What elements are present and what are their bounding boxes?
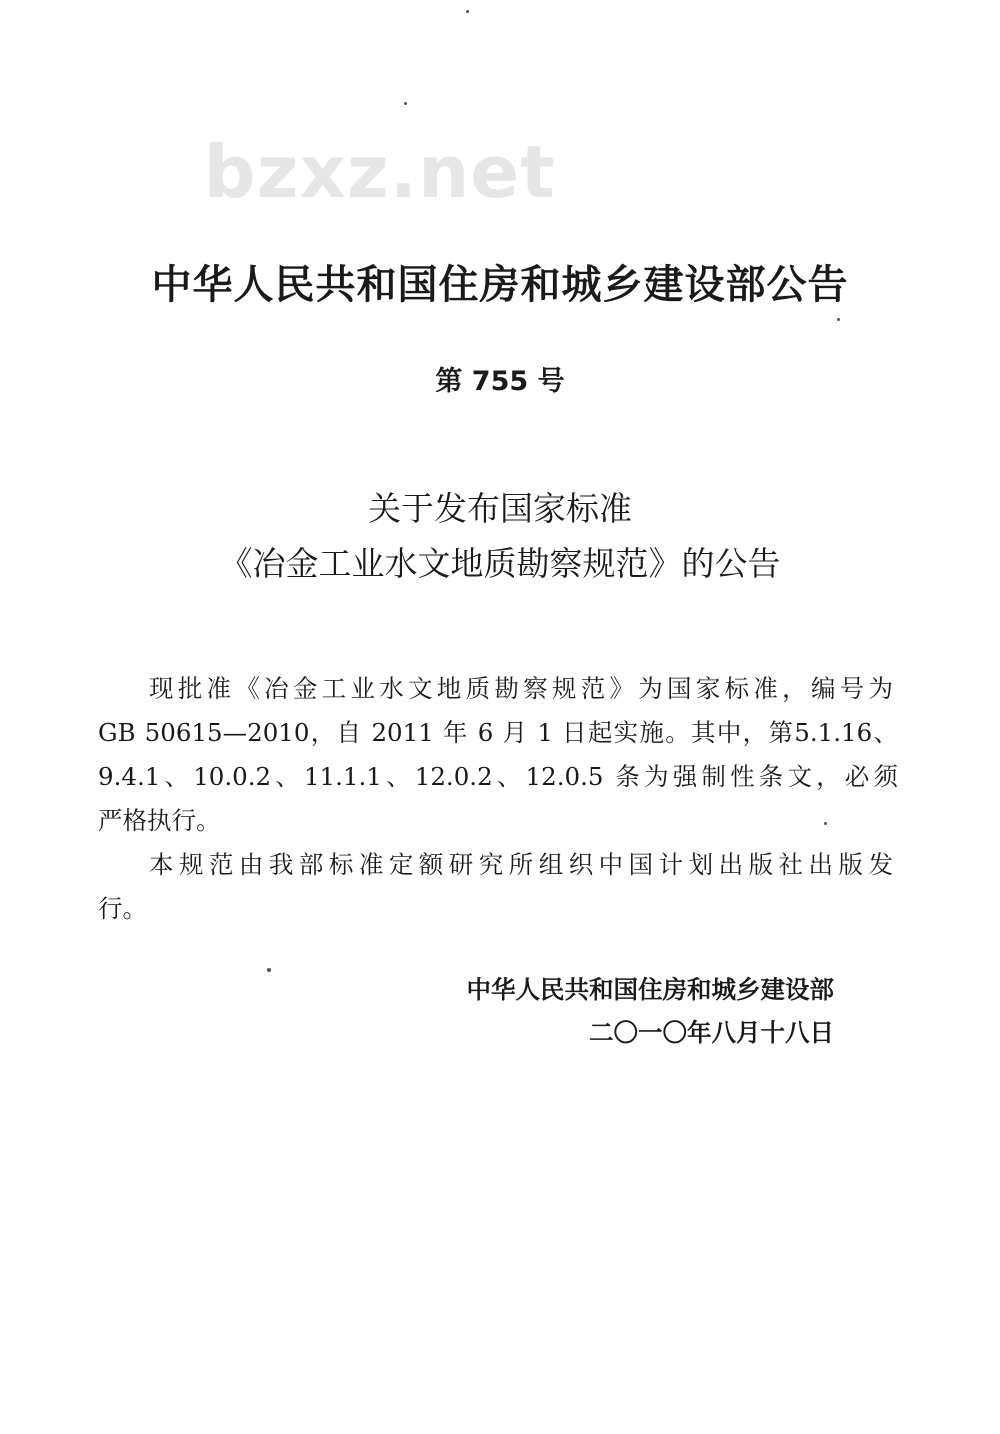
body-line: 现批准《冶金工业水文地质勘察规范》为国家标准，编号为 (149, 674, 893, 703)
body-line: 行。 (98, 894, 147, 923)
scan-speck (824, 822, 827, 825)
body-line: 本规范由我部标准定额研究所组织中国计划出版社出版发 (149, 850, 893, 879)
scan-speck (837, 318, 840, 321)
scan-speck (404, 102, 407, 105)
subject-line-2: 《冶金工业水文地质勘察规范》的公告 (219, 544, 781, 583)
announcement-title: 中华人民共和国住房和城乡建设部公告 (151, 262, 849, 308)
subject-line-1: 关于发布国家标准 (368, 489, 632, 528)
scan-speck (267, 968, 271, 972)
issue-date: 二〇一〇年八月十八日 (589, 1018, 834, 1047)
scan-speck (466, 10, 469, 13)
body-line: 9.4.1、10.0.2、11.1.1、12.0.2、12.0.5 条为强制性条文，必须 (98, 762, 898, 791)
body-line: 严格执行。 (98, 806, 221, 835)
issuer-signature: 中华人民共和国住房和城乡建设部 (466, 975, 834, 1004)
watermark: bzxz.net (204, 130, 556, 214)
body-line: GB 50615—2010，自 2011 年 6 月 1 日起实施。其中，第5.1.16、 (98, 718, 898, 747)
issue-number: 第 755 号 (435, 366, 565, 397)
